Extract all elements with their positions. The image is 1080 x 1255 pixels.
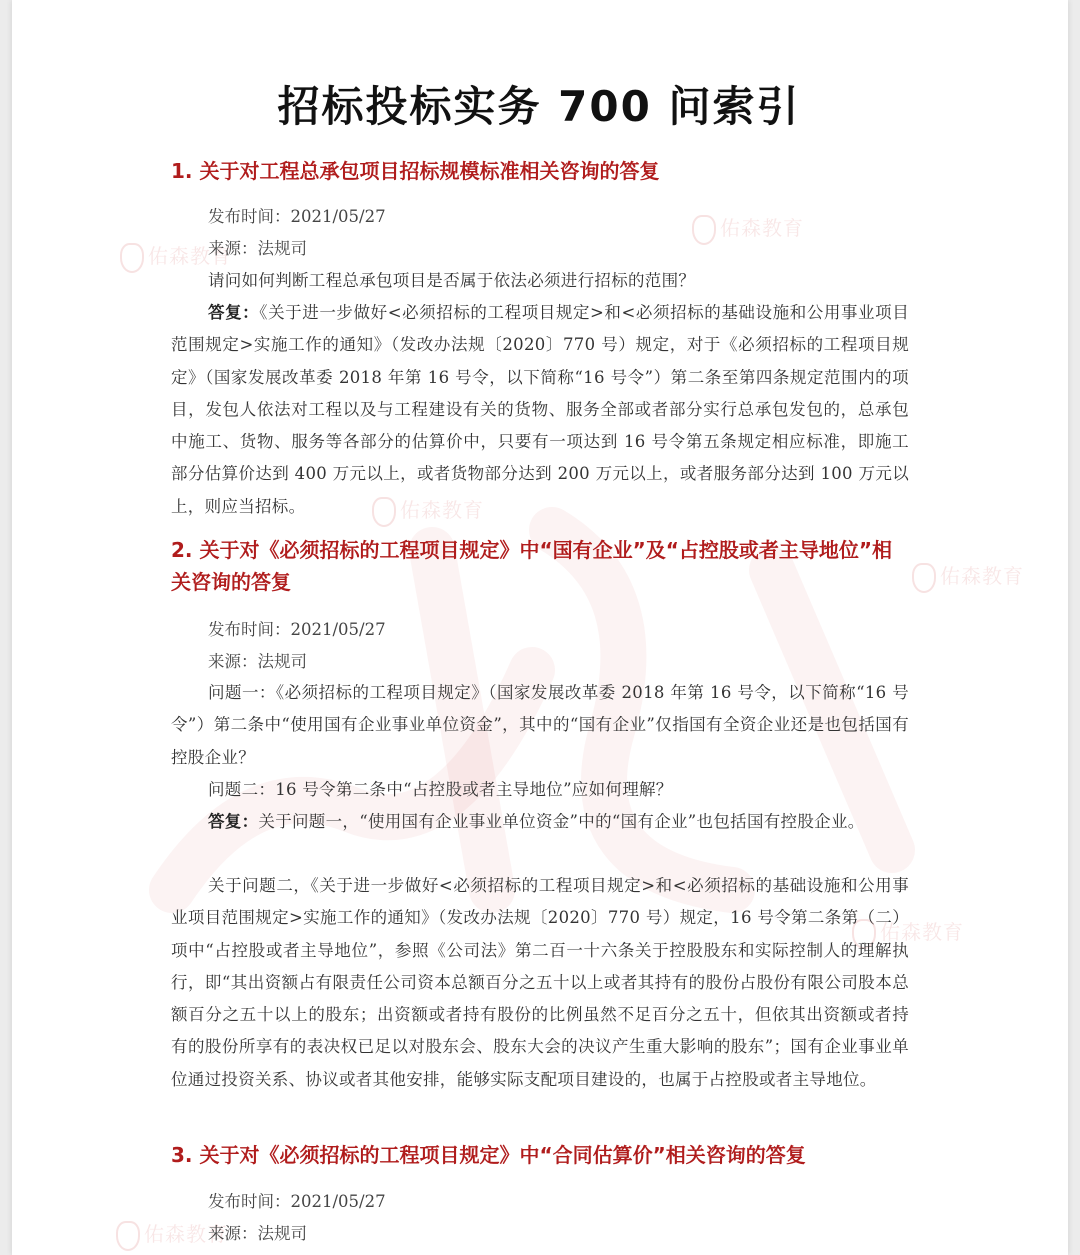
answer-text: 关于问题一，“使用国有企业事业单位资金”中的“国有企业”也包括国有控股企业。 <box>258 812 865 831</box>
document-page <box>12 0 1068 1255</box>
watermark-logo: 佑森教育 <box>852 916 964 949</box>
answer-text: 《关于进一步做好<必须招标的工程项目规定>和<必须招标的基础设施和公用事业项目范围规定>实施工作的通知》（发改办法规〔2020〕770 号）规定，对于《必须招标的工程项目规定》（国家发展改革委 2018 年第 16 号令，以下简称“16 号令”）第二条至第四条规定范围内的项目，发包人依法对工程以及与工程建设有关的货物、服务全部或者部分实行总承包发包的，总承包中施工、货物、服务等各部分的估算价中，只要有一项达到 16 号令第五条规定相应标准，即施工部分估算价达到 400 万元以上，或者货物部分达到 200 万元以上，或者服务部分达到 100 万元以上，则应当招标。 <box>171 303 909 516</box>
section-3-publish-time: 发布时间：2021/05/27 <box>208 1192 386 1211</box>
section-2-heading: 2. 关于对《必须招标的工程项目规定》中“国有企业”及“占控股或者主导地位”相关咨询的答复 <box>171 538 893 594</box>
watermark-logo: 佑森教育 <box>912 560 1024 593</box>
section-1-answer <box>171 297 909 523</box>
section-2-answer-1 <box>171 806 909 838</box>
watermark-logo: 佑森教育 <box>116 1218 228 1251</box>
section-3-source: 来源：法规司 <box>208 1224 307 1243</box>
section-1-heading: 1. 关于对工程总承包项目招标规模标准相关咨询的答复 <box>171 159 660 183</box>
section-1-source: 来源：法规司 <box>208 239 307 258</box>
watermark-logo: 佑森教育 <box>120 240 232 273</box>
section-2-publish-time: 发布时间：2021/05/27 <box>208 620 386 639</box>
section-2-question-1: 问题一：《必须招标的工程项目规定》（国家发展改革委 2018 年第 16 号令，以下简称“16 号令”）第二条中“使用国有企业事业单位资金”，其中的“国有企业”仅指国有全资企业还是也包括国有控股企业？ <box>171 683 909 767</box>
section-3-heading: 3. 关于对《必须招标的工程项目规定》中“合同估算价”相关咨询的答复 <box>171 1143 806 1167</box>
section-2-question-2: 问题二：16 号令第二条中“占控股或者主导地位”应如何理解？ <box>208 780 673 799</box>
section-1-question: 请问如何判断工程总承包项目是否属于依法必须进行招标的范围？ <box>208 271 696 290</box>
section-2-answer-2: 关于问题二，《关于进一步做好<必须招标的工程项目规定>和<必须招标的基础设施和公用事业项目范围规定>实施工作的通知》（发改办法规〔2020〕770 号）规定，16 号令第二条第（二）项中“占控股或者主导地位”，参照《公司法》第二百一十六条关于控股股东和实际控制人的理解执行，即“其出资额占有限责任公司资本总额百分之五十以上或者其持有的股份占股份有限公司股本总额百分之五十以上的股东；出资额或者持有股份的比例虽然不足百分之五十，但依其出资额或者持有的股份所享有的表决权已足以对股东会、股东大会的决议产生重大影响的股东”；国有企业事业单位通过投资关系、协议或者其他安排，能够实际支配项目建设的，也属于占控股或者主导地位。 <box>171 876 909 1089</box>
document-title: 招标投标实务 700 问索引 <box>277 82 801 131</box>
answer-label: 答复： <box>208 812 259 831</box>
watermark-logo: 佑森教育 <box>372 494 484 527</box>
section-2-source: 来源：法规司 <box>208 652 307 671</box>
answer-label: 答复： <box>208 303 260 322</box>
section-1-publish-time: 发布时间：2021/05/27 <box>208 207 386 226</box>
watermark-logo: 佑森教育 <box>692 212 804 245</box>
